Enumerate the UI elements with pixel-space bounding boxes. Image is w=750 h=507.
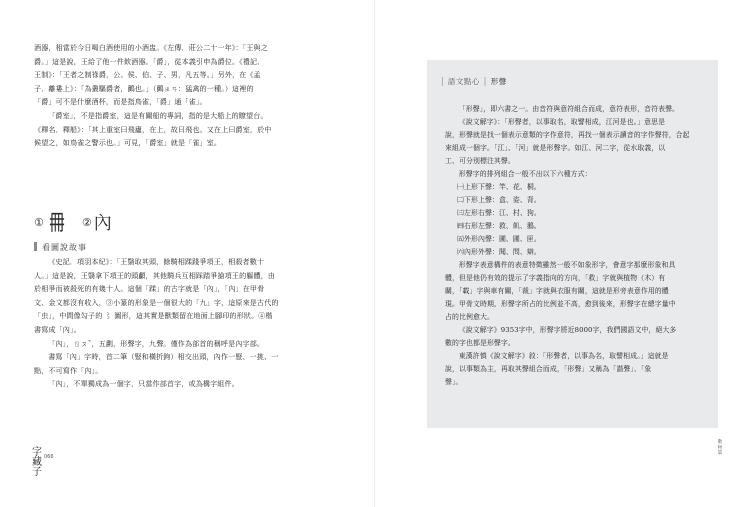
panel-line: ㈤外形內聲：圃、圃、匣。	[457, 235, 541, 243]
paragraph-line: 書寫成「內」。	[34, 324, 81, 334]
paragraph-line: 王制》：「王者之制祿爵，公、侯、伯、子、男，凡五等。」另外，在《孟	[34, 70, 261, 80]
paragraph-line: 文、金文都沒有收入，③小篆的形象是一個很大的「九」字，這原來是古代的	[34, 297, 279, 307]
glyph-number-2: ②	[81, 215, 92, 229]
panel-line: 聲」。	[445, 378, 463, 386]
left-text-bottom	[34, 255, 354, 391]
paragraph-line: 「爵室」，不是指爵室，這是有關船的專詞，指的是大船上的瞭望台。	[48, 110, 268, 120]
panel-line: ㈡下形上聲：盒、姿、背。	[457, 196, 541, 204]
panel-line: 東漢許慎《說文解字》敘：「形聲者，以事為名，取譬相成。」這就是	[458, 352, 669, 360]
panel-line: 說，形聲就是找一個表示意類的字作意符，再找一個表示讀音的字作聲符，合起	[445, 131, 690, 139]
panel-line: 形聲字的排列組合一般不出以下六種方式：	[458, 170, 592, 178]
panel-line: 數的字也都是形聲字。	[445, 339, 515, 347]
panel-line: 工、可分別標注其聲。	[445, 157, 515, 165]
sidebar-panel	[427, 60, 718, 428]
paragraph-line: 子．離婁上》：「為叢驅爵者，鸇也。」（鸇ㄓㄢ：猛禽的一種。）這裡的	[34, 83, 254, 93]
paragraph-line: 酒器，相當於今日喝白酒使用的小酒盅。《左傳．莊公二十一年》：「王與之	[34, 43, 268, 52]
left-text-top	[34, 41, 354, 150]
panel-line: 占的比例愈大。	[445, 313, 494, 321]
paragraph-line: 候望之，如鳥雀之警示也。」可見，「爵室」就是「雀」室。	[34, 138, 222, 148]
chapter-tab: 動物篇	[717, 440, 723, 456]
panel-line: 《說文解字》9353字中，形聲字將近8000字，我們國語文中，絕大多	[458, 326, 677, 334]
section-title: 看圖說故事	[34, 242, 87, 253]
panel-text	[445, 103, 705, 389]
panel-line: ㈠上形下聲：竿、花、桐。	[457, 183, 541, 191]
panel-heading	[440, 76, 507, 87]
paragraph-line: 人。」這是說，王翳拿下項王的頭顱，其他騎兵互相踩踏爭搶項王的軀體，由	[34, 270, 276, 280]
paragraph-line: 「虫」，中間像勾子的 ⌇ 圖形，這其實是獸類留在地面上腳印的形狀。④楷	[34, 311, 273, 321]
panel-line: 關，「載」字與車有關，「裁」字就與衣服有關，這就是形旁表意作用的體	[445, 287, 669, 295]
glyph-evolution	[34, 208, 112, 236]
heading-subject: 形聲	[490, 77, 507, 86]
ancient-glyph: 𠕋	[49, 210, 65, 236]
page-number: 066	[44, 454, 54, 460]
heading-bar: │	[440, 77, 446, 86]
paragraph-line: 《史記．項羽本紀》：「王翳取其頭，餘騎相蹂踐爭項王，相殺者數十	[48, 257, 265, 266]
panel-line: ㈢左形右聲：江、村、狗。	[457, 209, 541, 217]
panel-line: 現。甲骨文時期，形聲字所占的比例並不高，愈到後來，形聲字在總字量中	[445, 300, 676, 308]
panel-line: ㈥內形外聲：聞、問、辯。	[457, 248, 541, 256]
panel-line: 來組成一個字。「江」、「河」就是形聲字。如江、河二字，從水取義，以	[445, 144, 666, 152]
panel-line: ㈣右形左聲：救、飢、鵝。	[457, 222, 541, 230]
paragraph-line: 爵。」這是說，王給了他一件飲酒器。「爵」，從本義引申為爵位。《禮記．	[34, 56, 265, 66]
panel-line: 說，以事類為主，再取其聲組合而成，「形聲」又稱為「諧聲」、「象	[445, 365, 652, 373]
paragraph-line: 書寫「內」字時，首二筆（豎和橫折鉤）相交出頭，內作一豎、一挑、一	[48, 352, 279, 362]
modern-glyph: 內	[93, 213, 112, 234]
panel-line: 《說文解字》：「形聲者，以事取名，取譬相成，江河是也。」意思是	[458, 118, 666, 126]
heading-separator: │	[482, 77, 488, 86]
book-title-tab: 字藏子	[32, 447, 42, 478]
paragraph-line: 《釋名．釋船》：「其上重室曰飛廬，在上，故曰飛也。又在上曰爵室，於中	[34, 124, 272, 134]
panel-line: 體，但是他仍有效的提示了字義指向的方向，「救」字就與植物（木）有	[445, 274, 666, 282]
glyph-number-1: ①	[34, 215, 44, 229]
paragraph-line: 點，不可寫作「內」。	[34, 365, 103, 375]
heading-category: 語文點心	[447, 77, 480, 86]
panel-line: 「形聲」，即六書之一。由音符與意符組合而成，意符表形，音符表聲。	[458, 105, 680, 113]
paragraph-line: 「內」，ㄖㄡˇ，五劃，形聲字，九聲。僅作為部首的稱呼是內字部。	[48, 338, 265, 348]
paragraph-line: 「爵」可不是什麼酒杯，而是指鳥雀，「爵」通「雀」。	[34, 97, 207, 107]
panel-line: 形聲字表意構件的表意特徵雖然一般不如象形字，會意字那麼形象和具	[458, 261, 676, 269]
paragraph-line: 「內」，不單獨成為一個字，只當作部首字，或為構字組件。	[48, 379, 239, 389]
paragraph-line: 於相爭而被殺死的有幾十人。這個「蹂」的古字就是「內」，「內」在甲骨	[34, 284, 265, 294]
